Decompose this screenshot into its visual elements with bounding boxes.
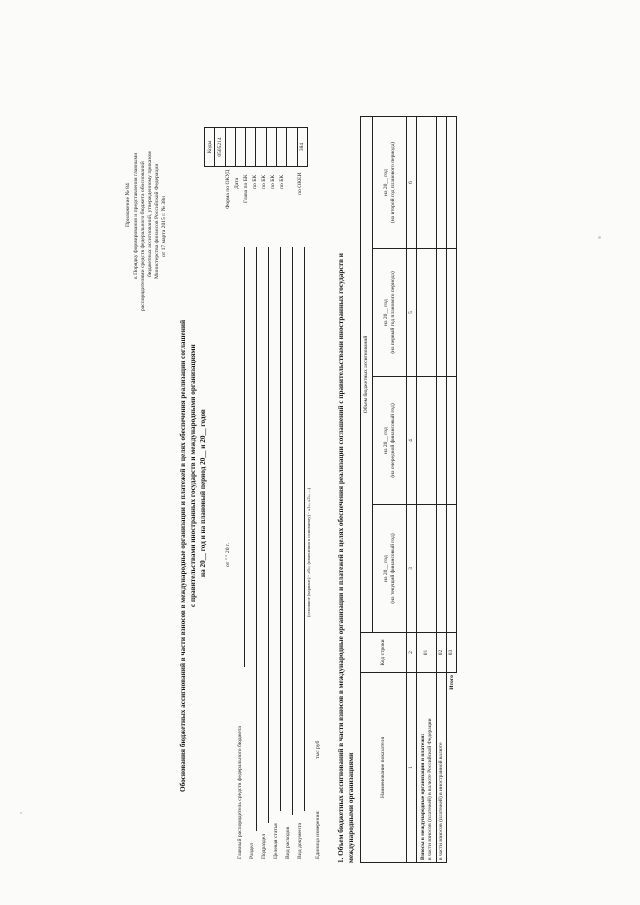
- row-1-title: Взносы в международные организации и платежи:: [420, 733, 427, 860]
- codes-header: Коды: [205, 128, 215, 167]
- table-row-total: [447, 117, 457, 863]
- order-line-4: Министерства финансов Российской Федерации: [154, 163, 160, 279]
- field-label-target: Целевая статья: [273, 823, 279, 859]
- codes-label-bk-1: по БК: [252, 174, 258, 189]
- row-2-cell-6: [437, 117, 447, 249]
- row-3-cell-3: [447, 505, 457, 633]
- title-line-2: с правительствами иностранных государств и международными организациями: [189, 344, 197, 607]
- field-line-doc: [304, 247, 305, 811]
- header-period-current-year: на 20__ год: [383, 555, 390, 582]
- header-period-plan-1-desc: (на первый год планового периода): [389, 271, 396, 354]
- codes-label-chapter: Глава по БК: [243, 174, 249, 203]
- header-period-plan-1-year: на 20__ год: [383, 299, 390, 326]
- code-bk-1: [246, 128, 256, 167]
- row-2-cell-3: [437, 505, 447, 633]
- header-period-plan-2: [373, 117, 407, 249]
- row-2-cell-4: [437, 377, 447, 505]
- row-1-cell-3: [417, 505, 437, 633]
- appendix-number: Приложение № 84: [125, 183, 131, 227]
- col-number-6: 6: [407, 117, 417, 249]
- col-number-5: 5: [407, 249, 417, 377]
- scan-speck: [20, 812, 22, 814]
- section-heading-2: международными организациями: [347, 752, 355, 863]
- header-period-plan-2-desc: (на второй год планового периода): [389, 142, 396, 223]
- codes-label-bk-2: по БК: [261, 174, 267, 189]
- row-1-name: [417, 673, 437, 863]
- codes-label-bk-4: по БК: [279, 174, 285, 189]
- header-period-current: [373, 505, 407, 633]
- doc-type-hint: (основное (вариант) - «0»; (изменения к основному) - «1», «2», ...): [306, 487, 311, 617]
- unit-value: тыс руб: [315, 740, 321, 759]
- field-label-section: Раздел: [249, 843, 255, 859]
- unit-label: Единица измерения:: [315, 810, 321, 859]
- header-period-next-desc: (на очередной финансовый год): [389, 403, 396, 478]
- header-volume-group: Объем бюджетных ассигнований: [361, 117, 373, 633]
- header-period-next: [373, 377, 407, 505]
- field-line-target: [280, 247, 281, 811]
- row-1-cell-6: [417, 117, 437, 249]
- code-chapter: [235, 128, 245, 167]
- total-label: Итого: [447, 673, 457, 863]
- rotated-form-sheet: [120, 37, 520, 867]
- header-indicator: Наименование показателя: [361, 673, 407, 863]
- code-okud: 0505214: [215, 128, 225, 167]
- code-bk-3: [266, 128, 276, 167]
- col-number-2: 2: [407, 633, 417, 673]
- order-line-2: распорядителями средств федерального бюджета обоснований: [140, 161, 146, 311]
- header-period-current-desc: (на текущий финансовый год): [389, 533, 396, 604]
- field-label-expense: Вид расходов: [285, 826, 291, 859]
- codes-label-bk-3: по БК: [270, 174, 276, 189]
- row-1-code: 01: [417, 633, 437, 673]
- row-3-code: 03: [447, 633, 457, 673]
- section-heading-1: 1. Объем бюджетных ассигнований в части взносов в международные организации и платежей в целях обеспечения реализации соглашений с правительствами иностранных государств и: [337, 253, 345, 863]
- col-number-1: 1: [407, 673, 417, 863]
- row-1-subtitle: в части взносов (платежей) в валюте Российской Федерации: [426, 718, 433, 860]
- field-line-subsection: [268, 247, 269, 823]
- header-row-code: Код строки: [361, 633, 407, 673]
- field-label-doc: Вид документа: [297, 823, 303, 859]
- allocations-table: [360, 116, 457, 863]
- field-line-section: [256, 247, 257, 831]
- header-period-plan-1: [373, 249, 407, 377]
- row-2-cell-5: [437, 249, 447, 377]
- code-bk-4: [277, 128, 287, 167]
- header-period-plan-2-year: на 20__ год: [383, 169, 390, 196]
- col-number-4: 4: [407, 377, 417, 505]
- field-line-expense: [292, 247, 293, 815]
- codes-label-okei: по ОКЕИ: [297, 172, 303, 195]
- field-label-ministry: Главный распорядитель средств федерального бюджета: [237, 726, 243, 859]
- order-line-3: бюджетных ассигнований, утвержденному приказом: [147, 151, 153, 277]
- code-blank: [287, 128, 297, 167]
- table-row: [417, 117, 437, 863]
- row-3-cell-5: [447, 249, 457, 377]
- codes-label-okud: Форма по ОКУД: [225, 169, 231, 209]
- scan-speck: [598, 236, 601, 239]
- column-numbers-row: [407, 117, 417, 863]
- row-1-cell-4: [417, 377, 437, 505]
- title-line-1: Обоснования бюджетных ассигнований в части взносов в международные организации и платежей в целях обеспечения реализации соглашений: [179, 319, 187, 792]
- date-line: от " " 20 г.: [225, 543, 231, 567]
- row-1-cell-5: [417, 249, 437, 377]
- order-line-1: к Порядку формирования и представления главными: [133, 152, 139, 279]
- field-line-ministry: [244, 247, 245, 667]
- table-row: [437, 117, 447, 863]
- col-number-3: 3: [407, 505, 417, 633]
- row-3-cell-6: [447, 117, 457, 249]
- title-line-3: на 20__ год и на плановый период 20__ и 20__ годов: [199, 409, 207, 577]
- header-period-next-year: на 20__ год: [383, 427, 390, 454]
- codes-label-date: Дата: [234, 177, 240, 189]
- field-label-subsection: Подраздел: [261, 833, 267, 859]
- row-3-cell-4: [447, 377, 457, 505]
- code-bk-2: [256, 128, 266, 167]
- codes-table: [204, 127, 308, 167]
- order-line-5: от 17 марта 2015 г. № 38н: [161, 195, 167, 257]
- row-2-code: 02: [437, 633, 447, 673]
- code-okei: 384: [297, 128, 307, 167]
- code-date: [225, 128, 235, 167]
- row-2-name: в части взносов (платежей) в иностранной валюте: [437, 673, 447, 863]
